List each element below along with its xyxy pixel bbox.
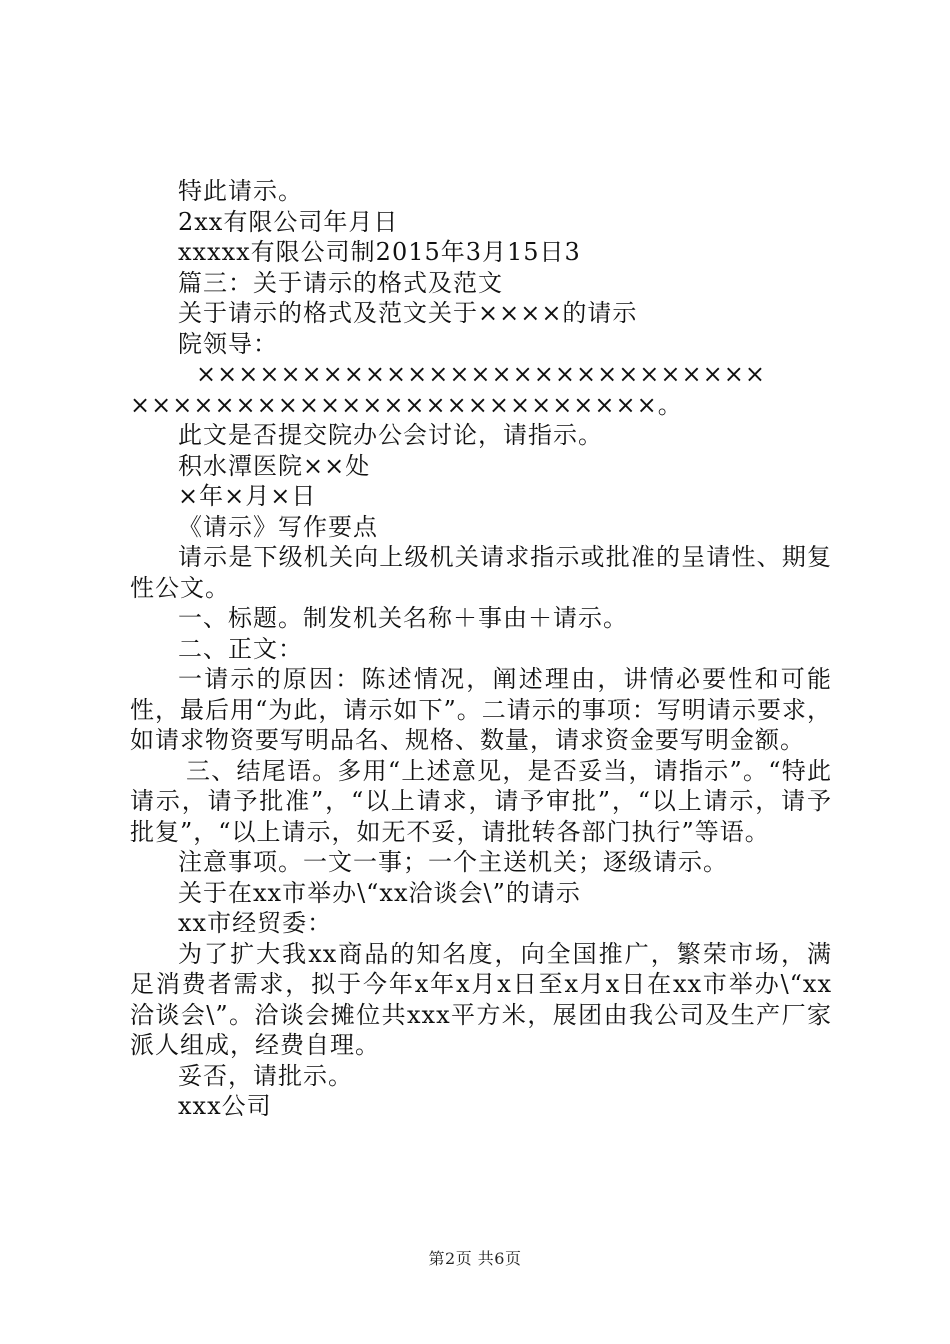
text-line: xxxxx有限公司制2015年3月15日3 [178,238,581,266]
text-line: 注意事项。一文一事；一个主送机关；逐级请示。 [178,848,728,876]
example-title: 关于在xx市举办\“xx洽谈会\”的请示 [178,878,581,907]
placeholder-line: ××××××××××××××××××××××××××× [196,360,766,388]
salutation: 院领导： [178,329,278,358]
text-line: 关于请示的格式及范文关于××××的请示 [178,299,638,327]
text-line: 一、标题。制发机关名称＋事由＋请示。 [178,604,628,632]
document-body [130,176,832,1122]
date-line: ×年×月×日 [178,482,317,510]
paragraph-definition: 请示是下级机关向上级机关请求指示或批准的呈请性、期复性公文。 [130,543,832,602]
paragraph-example: 为了扩大我xx商品的知名度，向全国推广，繁荣市场，满足消费者需求，拟于今年x年x月x日至x月x日在xx市举办\“xx洽谈会\”。洽谈会摊位共xxx平方米，展团由我公司及生产厂家派人组成，经费自理。 [130,939,832,1059]
paragraph-reason: 一请示的原因：陈述情况，阐述理由，讲情必要性和可能性，最后用“为此，请示如下”。二请示的事项：写明请示要求，如请求物资要写明品名、规格、数量，请求资金要写明金额。 [130,665,832,754]
text-line: 2xx有限公司年月日 [178,207,399,236]
paragraph-ending: 三、结尾语。多用“上述意见，是否妥当，请指示”。“特此请示，请予批准”，“以上请求，请予审批”，“以上请示，请予批复”，“以上请示，如无不妥，请批转各部门执行”等语。 [130,756,832,846]
text-line: 妥否，请批示。 [178,1061,353,1090]
signature-line: 积水潭医院××处 [178,451,371,480]
text-line: 二、正文： [178,634,303,663]
section-heading: 《请示》写作要点 [178,512,378,541]
signature-line: xxx公司 [178,1092,272,1120]
section-heading: 篇三：关于请示的格式及范文 [178,268,503,297]
text-line: 此文是否提交院办公会讨论，请指示。 [178,421,603,449]
text-line: 特此请示。 [178,177,303,205]
salutation: xx市经贸委： [178,909,333,937]
page-footer: 第2页 共6页 [428,1249,522,1268]
placeholder-line: ×××××××××××××××××××××××××。 [130,390,683,419]
